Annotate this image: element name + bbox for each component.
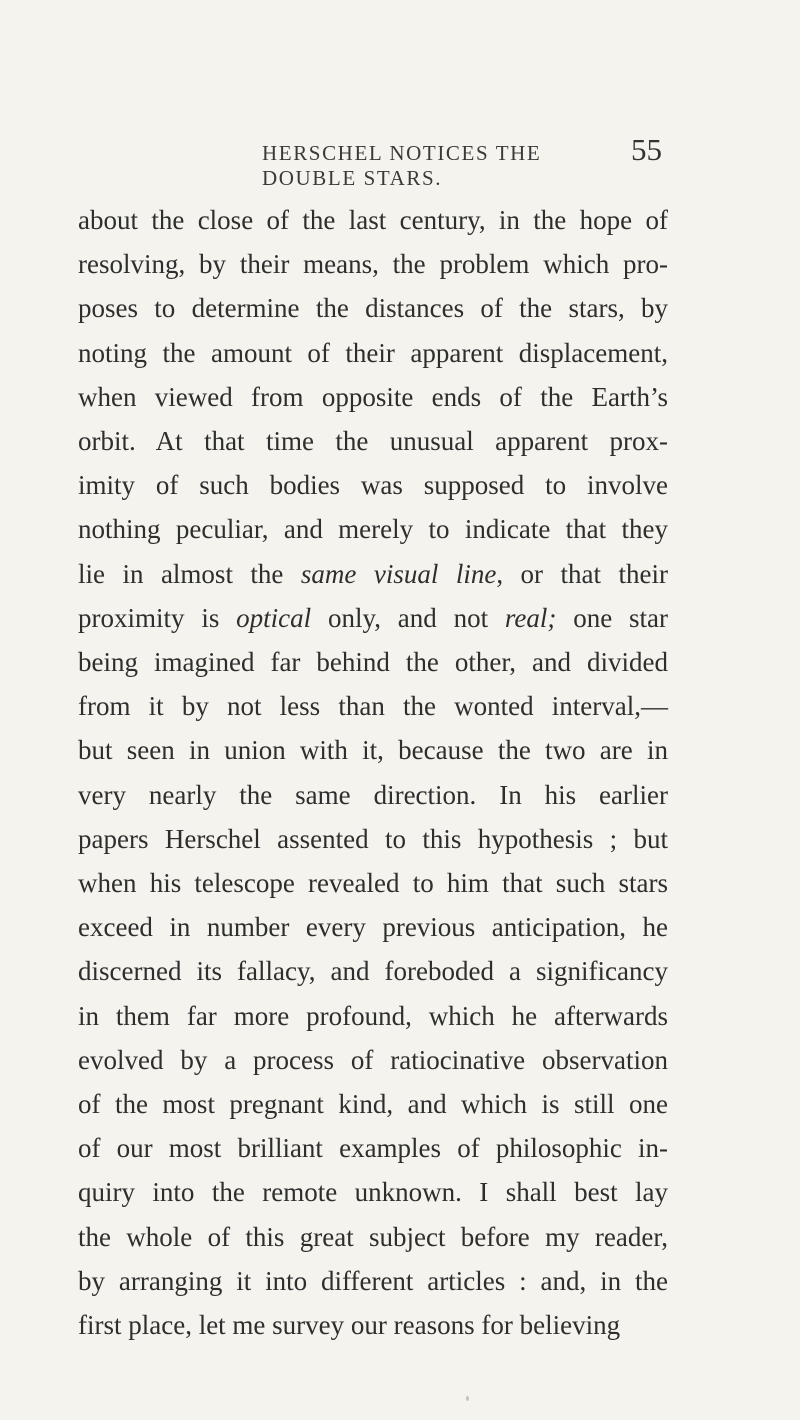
italic-phrase: same visual line	[300, 558, 497, 589]
body-paragraph	[78, 198, 668, 1347]
text-line: nothing peculiar, and merely to indicate that they	[78, 514, 668, 545]
paper-speck	[466, 1396, 469, 1401]
text-line: when viewed from opposite ends of the Earth’s	[78, 381, 668, 412]
italic-word: real;	[504, 602, 557, 633]
text-line: first place, let me survey our reasons for believing	[78, 1310, 621, 1341]
text-line: resolving, by their means, the problem which pro-	[78, 249, 668, 280]
text-line: very nearly the same direction. In his earlier	[78, 779, 668, 810]
text-line: noting the amount of their apparent displacement,	[78, 337, 668, 368]
text-line: orbit. At that time the unusual apparent prox-	[78, 426, 668, 457]
text-line: discerned its fallacy, and foreboded a significancy	[78, 956, 668, 987]
text-line: but seen in union with it, because the two are in	[78, 735, 668, 766]
text-line: about the close of the last century, in the hope of	[78, 205, 668, 235]
text-line: by arranging it into different articles : and, in the	[78, 1265, 668, 1296]
text-line: of the most pregnant kind, and which is still one	[78, 1089, 668, 1120]
text-line: papers Herschel assented to this hypothesis ; but	[78, 823, 668, 854]
text-line: exceed in number every previous anticipation, he	[78, 912, 668, 943]
text-line: when his telescope revealed to him that such stars	[78, 868, 668, 899]
text-line: from it by not less than the wonted interval,—	[78, 691, 668, 722]
text-line: evolved by a process of ratiocinative observation	[78, 1044, 668, 1075]
text-line: lie in almost the same visual line, or that their	[78, 558, 668, 589]
italic-word: optical	[236, 602, 312, 633]
text-line: in them far more profound, which he afterwards	[78, 1000, 668, 1031]
running-head	[262, 132, 662, 190]
page-number: 55	[631, 132, 662, 167]
text-line: quiry into the remote unknown. I shall best lay	[78, 1177, 668, 1208]
running-title: HERSCHEL NOTICES THE DOUBLE STARS.	[262, 141, 542, 190]
text-line: the whole of this great subject before my reader,	[78, 1221, 668, 1252]
text-line: imity of such bodies was supposed to involve	[78, 470, 668, 501]
text-line: being imagined far behind the other, and divided	[78, 647, 668, 678]
text-line: of our most brilliant examples of philosophic in-	[78, 1133, 668, 1164]
text-line: poses to determine the distances of the stars, by	[78, 293, 668, 324]
text-line: proximity is optical only, and not real; one star	[78, 602, 669, 633]
